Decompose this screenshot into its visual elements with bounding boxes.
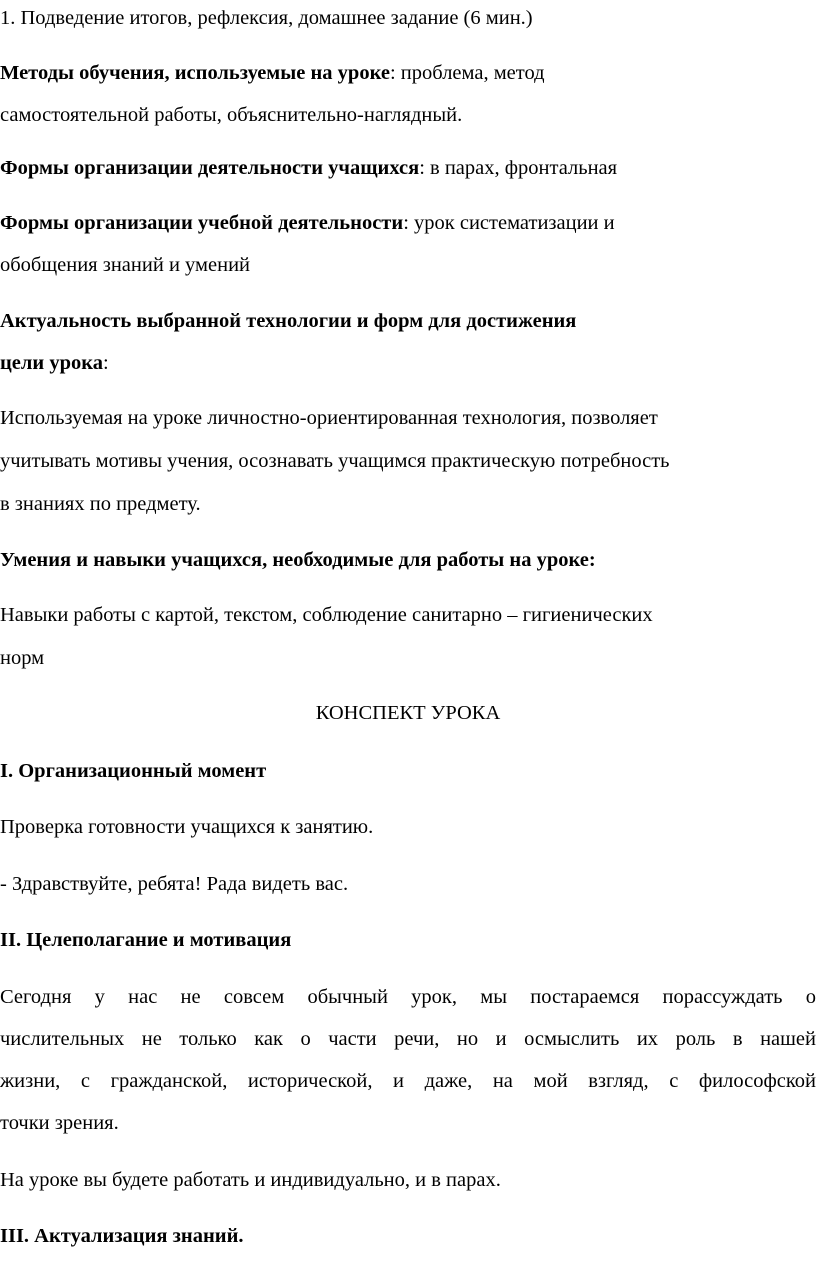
section-1-text-2: - Здравствуйте, ребята! Рада видеть вас.: [0, 873, 349, 895]
forms-learning-line: [0, 213, 615, 234]
section-2-paragraph-line3: жизни, с гражданской, исторической, и даже, на мой взгляд, с философской: [0, 1070, 816, 1092]
methods-value: : проблема, метод: [389, 62, 545, 84]
relevance-paragraph-line1: Используемая на уроке личностно-ориентированная технология, позволяет: [0, 407, 658, 429]
relevance-heading-line2: [0, 353, 109, 374]
section-2-paragraph-line1: Сегодня у нас не совсем обычный урок, мы постараемся порассуждать о: [0, 986, 816, 1008]
forms-students-value: : в парах, фронтальная: [419, 157, 618, 179]
section-1-heading: I. Организационный момент: [0, 760, 267, 782]
list-item-summary: 1. Подведение итогов, рефлексия, домашнее задание (6 мин.): [0, 7, 533, 29]
relevance-label: цели урока: [0, 352, 104, 374]
lesson-title: КОНСПЕКТ УРОКА: [315, 702, 501, 724]
section-2-heading: II. Целеполагание и мотивация: [0, 929, 292, 951]
forms-students-line: [0, 158, 617, 179]
forms-learning-value: : урок систематизации и: [403, 212, 615, 234]
section-2-paragraph-line4: точки зрения.: [0, 1112, 119, 1134]
relevance-colon: :: [103, 352, 109, 374]
forms-learning-continuation: обобщения знаний и умений: [0, 254, 251, 276]
forms-students-label: Формы организации деятельности учащихся: [0, 157, 420, 179]
skills-paragraph-line2: норм: [0, 647, 45, 669]
relevance-paragraph-line2: учитывать мотивы учения, осознавать учащимся практическую потребность: [0, 450, 670, 472]
section-1-text-1: Проверка готовности учащихся к занятию.: [0, 816, 374, 838]
forms-learning-label: Формы организации учебной деятельности: [0, 212, 404, 234]
methods-label: Методы обучения, используемые на уроке: [0, 62, 390, 84]
methods-continuation: самостоятельной работы, объяснительно-наглядный.: [0, 104, 463, 126]
skills-heading: Умения и навыки учащихся, необходимые для работы на уроке:: [0, 549, 596, 571]
section-3-heading: III. Актуализация знаний.: [0, 1225, 244, 1247]
relevance-heading-line1: Актуальность выбранной технологии и форм для достижения: [0, 310, 577, 332]
relevance-paragraph-line3: в знаниях по предмету.: [0, 493, 201, 515]
section-2-paragraph-line2: числительных не только как о части речи, но и осмыслить их роль в нашей: [0, 1028, 816, 1050]
methods-line: [0, 63, 545, 84]
section-2-text-pairs: На уроке вы будете работать и индивидуально, и в парах.: [0, 1169, 501, 1191]
skills-paragraph-line1: Навыки работы с картой, текстом, соблюдение санитарно – гигиенических: [0, 604, 653, 626]
